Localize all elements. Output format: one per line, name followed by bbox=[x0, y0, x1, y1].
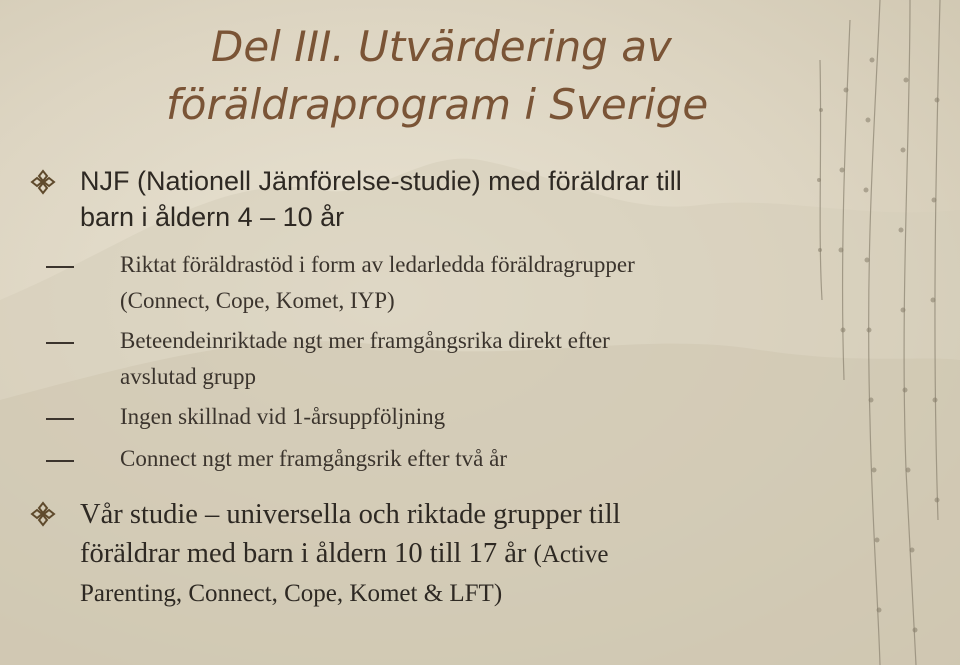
bullet-study-line-3: Parenting, Connect, Cope, Komet & LFT) bbox=[80, 580, 503, 607]
title-line-2: föräldraprogram i Sverige bbox=[166, 80, 709, 129]
dash-marker bbox=[46, 342, 74, 344]
bullet-njf bbox=[30, 163, 810, 235]
subpoint-line-1: Riktat föräldrastöd i form av ledarledda föräldragrupper bbox=[120, 252, 635, 277]
dash-marker bbox=[46, 266, 74, 268]
diamond-bullet-icon bbox=[30, 501, 56, 527]
diamond-bullet-icon bbox=[30, 169, 56, 195]
subpoint-line-1: Ingen skillnad vid 1-årsuppföljning bbox=[120, 404, 446, 429]
bullet-study-line-2-main: föräldrar med barn i åldern 10 till 17 år bbox=[80, 538, 527, 569]
subpoint bbox=[46, 399, 766, 435]
subpoint-line-2: (Connect, Cope, Komet, IYP) bbox=[120, 288, 395, 313]
bullet-njf-line-1: NJF (Nationell Jämförelse-studie) med föräldrar till bbox=[80, 166, 682, 196]
bullet-njf-line-2: barn i åldern 4 – 10 år bbox=[80, 202, 345, 232]
bullet-study-line-2-small: (Active bbox=[533, 541, 609, 568]
title-line-1: Del III. Utvärdering av bbox=[211, 22, 672, 71]
bullet-study-line-2 bbox=[80, 534, 810, 574]
subpoint bbox=[46, 247, 766, 319]
slide-title bbox=[166, 18, 886, 134]
subpoint bbox=[46, 323, 766, 395]
subpoint-line-2: avslutad grupp bbox=[120, 364, 257, 389]
subpoint-line-1: Beteendeinriktade ngt mer framgångsrika direkt efter bbox=[120, 328, 610, 353]
bullet-study bbox=[30, 495, 810, 613]
subpoint-line-1: Connect ngt mer framgångsrik efter två år bbox=[120, 446, 508, 471]
subpoint bbox=[46, 441, 766, 477]
bullet-study-line-1: Vår studie – universella och riktade grupper till bbox=[80, 499, 621, 530]
dash-marker bbox=[46, 418, 74, 420]
dash-marker bbox=[46, 460, 74, 462]
